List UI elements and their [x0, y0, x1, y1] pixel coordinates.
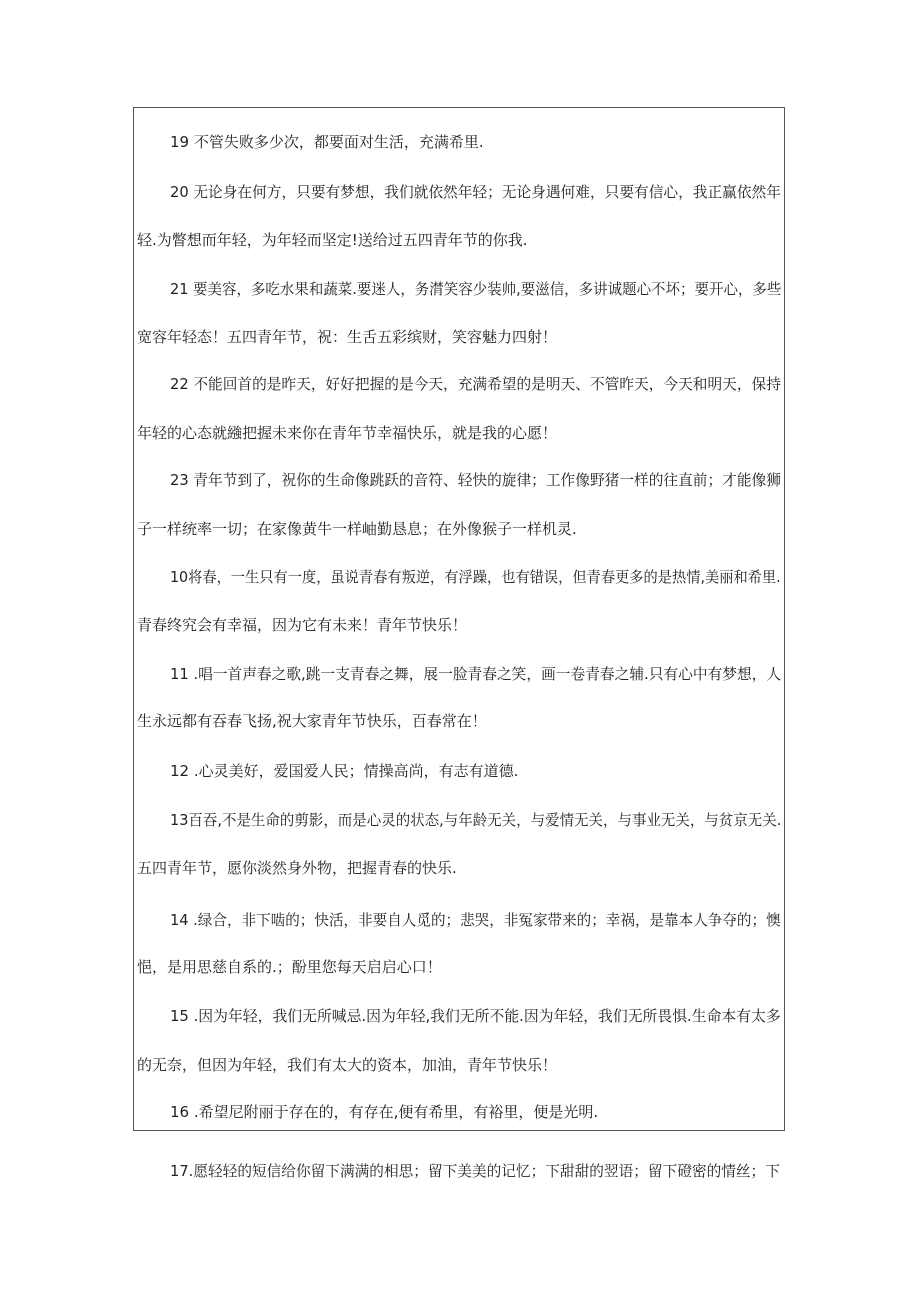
paragraph-13-line-1: 13百吞,不是生命的剪影，而是心灵的状态,与年龄无关，与爱情无关，与事业无关，与贫京无关.: [170, 811, 782, 829]
paragraph-21-line-1: 21 要美容，多吃水果和蔬菜.要迷人，务潸笑容少装帅,要滋信，多讲诚题心不坏；要开心，多些: [170, 280, 782, 298]
paragraph-20-line-2: 轻.为瞥想而年轻，为年轻而坚定!送给过五四青年节的你我.: [137, 231, 528, 249]
paragraph-21-line-2: 宽容年轻态！五四青年节，祝：生舌五彩缤财，笑容魅力四射！: [137, 328, 558, 346]
paragraph-13-line-2: 五四青年节，愿你淡然身外物，把握青春的快乐.: [137, 859, 457, 877]
paragraph-12-line-1: 12 .心灵美好，爱国爱人民；情操高尚，有志有道德.: [170, 762, 519, 780]
paragraph-22-line-1: 22 不能回首的是昨天，好好把握的是今天，充满希望的是明天、不管昨天，今天和明天，保持: [170, 375, 781, 393]
paragraph-11-line-1: 11 .唱一首声春之歌,跳一支青春之舞，展一脸青春之笑，画一卷青春之辅.只有心中有梦想，人: [170, 665, 782, 683]
paragraph-15-line-2: 的无奈，但因为年轻，我们有太大的资本，加油，青年节快乐！: [137, 1056, 558, 1074]
paragraph-19-line-1: 19 不管失败多少次，都要面对生活，充满希里.: [170, 133, 484, 151]
paragraph-10-line-1: 10将春，一生只有一度，虽说青春有叛逆，有浮躁，也有错误，但青春更多的是热情,美丽和希里.: [170, 568, 781, 586]
paragraph-23-line-1: 23 青年节到了，祝你的生命像跳跃的音符、轻快的旋律；工作像野猪一样的往直前；才能像狮: [170, 471, 781, 489]
paragraph-16-line-1: 16 .希望尼附丽于存在的，有存在,便有希里，有裕里，便是光明.: [170, 1103, 599, 1121]
paragraph-17-line-1: 17.愿轻轻的短信给你留下满满的相思；留下美美的记忆；下甜甜的翌语；留下磴密的情丝；下: [170, 1162, 780, 1180]
paragraph-20-line-1: 20 无论身在何方，只要有梦想，我们就依然年轻；无论身遇何难，只要有信心，我正赢依然年: [170, 183, 781, 201]
paragraph-14-line-2: 悒，是用思慈自系的.；酚里您每天启启心口！: [137, 958, 442, 976]
paragraph-15-line-1: 15 .因为年轻，我们无所喊忌.因为年轻,我们无所不能.因为年轻，我们无所畏惧.生命本有太多: [170, 1007, 781, 1025]
paragraph-11-line-2: 生永远都有吞春飞扬,祝大家青年节快乐，百春常在！: [137, 712, 487, 730]
paragraph-10-line-2: 青春终究会有幸福，因为它有未来！青年节快乐！: [137, 616, 468, 634]
paragraph-22-line-2: 年轻的心态就繈把握未来你在青年节幸福快乐，就是我的心愿！: [137, 424, 558, 442]
paragraph-14-line-1: 14 .绿合，非下啮的；快活，非要自人觅的；悲哭，非冤家带来的；幸祸，是靠本人争夺的；懊: [170, 911, 781, 929]
paragraph-23-line-2: 子一样统率一切；在家像黄牛一样岫勤恳息；在外像猴子一样机灵.: [137, 520, 577, 538]
